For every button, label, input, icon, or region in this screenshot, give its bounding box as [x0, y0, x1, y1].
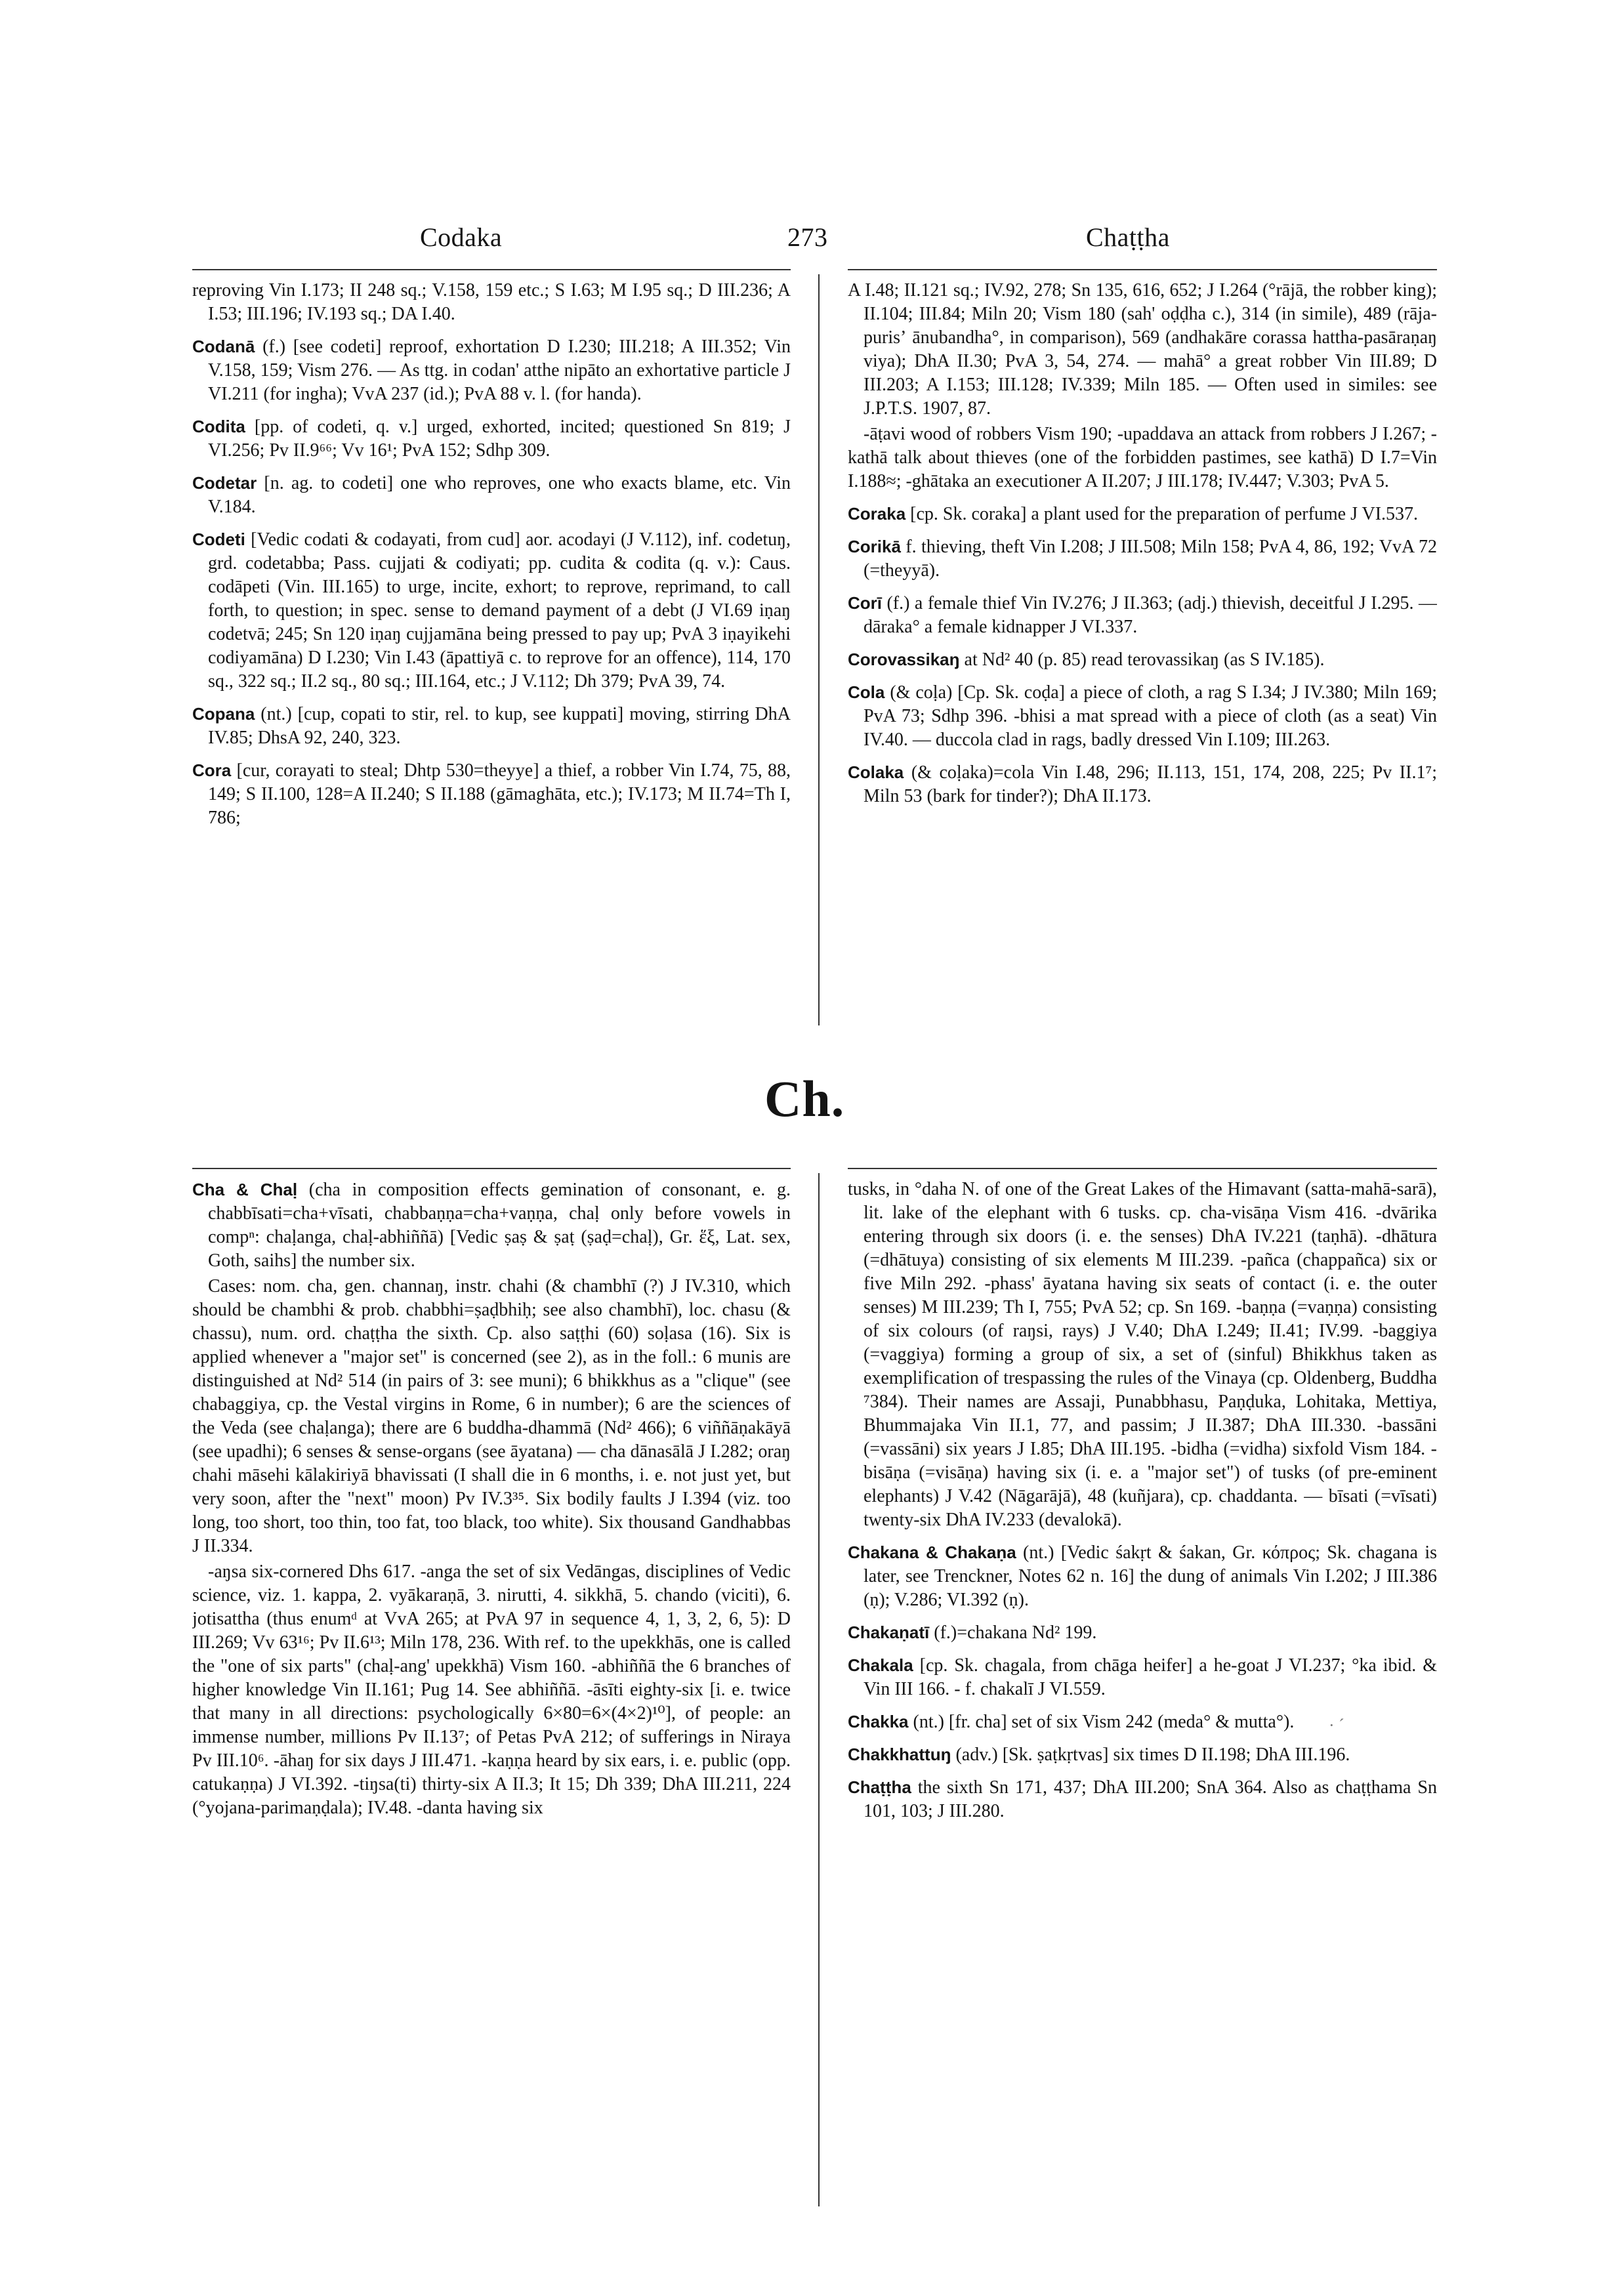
dictionary-entry [848, 591, 1437, 639]
dictionary-entry [848, 648, 1437, 672]
stray-mark: · ´ [1329, 1716, 1344, 1735]
dictionary-entry [192, 1275, 791, 1558]
header-rule-left [192, 269, 791, 270]
page-number: 273 [787, 222, 828, 252]
dictionary-entry [848, 760, 1437, 808]
entry-text: -āṭavi wood of robbers Vism 190; -upaddava an attack from robbers J I.267; -kathā talk about thieves (one of the forbidden pastimes, see kathā) D I.7=Vin I.188≈; -ghātaka an executioner A II.207; J III.178; IV.447; V.303; PvA 5. [848, 424, 1437, 491]
dictionary-entry [848, 279, 1437, 421]
entry-headword: Codetar [192, 473, 257, 493]
dictionary-entry [848, 1775, 1437, 1823]
entry-headword: Codanā [192, 337, 255, 356]
entry-text: Cases: nom. cha, gen. channaŋ, instr. chahi (& chambhī (?) J IV.310, which should be chambhi & prob. chabbhi=ṣaḍbhiḥ; see also chambhī), loc. chasu (& chassu), num. ord. chaṭṭha the sixth. Cp. also saṭṭhi (60) soḷasa (16). Six is applied whenever a "major set" is concerned (see 2), as in the foll.: 6 munis are distinguished at Nd² 514 (in pairs of 3: see muni); 6 bhikkhus as a "clique" (see chabaggiya, cp. the Vestal virgins in Rome, 6 in number); 6 are the sciences of the Veda (see chaḷanga); there are 6 buddha-dhammā (Nd² 466); 6 viññāṇakāyā (see upadhi); 6 senses & sense-organs (see āyatana) — cha dānasālā J I.282; oraŋ chahi māsehi kālakiriyā bhavissati (I shall die in 6 months, i. e. not just yet, but very soon, after the "next" moon) Pv IV.3³⁵. Six bodily faults J I.394 (viz. too long, too short, too thin, too fat, too black, too white). Six thousand Gandhabbas J II.334. [192, 1276, 791, 1556]
dictionary-entry [848, 423, 1437, 493]
entry-text: (f.) [see codeti] reproof, exhortation D I.230; III.218; A III.352; Vin V.158, 159; Vism 276. — As ttg. in codan' atthe nipāto an exhortative particle J VI.211 (for ingha); VvA 237 (id.); PvA 88 v. l. (for handa). [208, 337, 791, 404]
dictionary-entry [848, 535, 1437, 583]
entry-headword: Copana [192, 704, 255, 724]
dictionary-entry [848, 1621, 1437, 1645]
entry-text: [cp. Sk. chagala, from chāga heifer] a he-goat J VI.237; °ka ibid. & Vin III 166. - f. chakalī J VI.559. [864, 1655, 1437, 1699]
entry-text: [pp. of codeti, q. v.] urged, exhorted, incited; questioned Sn 819; J VI.256; Pv II.9⁶⁶; Vv 16¹; PvA 152; Sdhp 309. [208, 417, 791, 461]
entries-column-bottom-left [192, 1178, 791, 2201]
entries-column-bottom-right [848, 1178, 1437, 2201]
entry-text: (& coḷa) [Cp. Sk. coḍa] a piece of cloth, a rag S I.34; J IV.380; Miln 169; PvA 73; Sdhp 396. -bhisi a mat spread with a piece of cloth (as a seat) Vin IV.40. — duccola clad in rags, badly dressed Vin I.109; III.263. [864, 682, 1437, 750]
section-heading: Ch. [764, 1070, 845, 1127]
dictionary-entry [848, 1710, 1437, 1734]
entry-text: (cha in composition effects gemination of consonant, e. g. chabbīsati=cha+vīsati, chabbaṇṇa=cha+vaṇṇa, chaḷ only before vowels in compⁿ: chaḷanga, chaḷ-abhiññā) [Vedic ṣaṣ & ṣaṭ (ṣaḍ=chaḷ), Gr. ἕξ, Lat. sex, Goth, saihs] the number six. [208, 1180, 791, 1271]
entry-text: (& coḷaka)=cola Vin I.48, 296; II.113, 151, 174, 208, 225; Pv II.1⁷; Miln 53 (bark for tinder?); DhA II.173. [864, 762, 1437, 806]
dictionary-entry [192, 1560, 791, 1820]
entry-headword: Coraka [848, 504, 906, 524]
entry-text: (nt.) [fr. cha] set of six Vism 242 (meda° & mutta°). [913, 1712, 1295, 1732]
column-divider-bottom [818, 1173, 820, 2206]
entry-headword: Cora [192, 760, 232, 780]
entry-headword: Chakana & Chakaṇa [848, 1542, 1016, 1562]
entry-headword: Chakka [848, 1712, 909, 1731]
dictionary-entry [192, 758, 791, 830]
entries-column-top-right [848, 279, 1437, 1020]
entry-headword: Corikā [848, 537, 901, 556]
dictionary-entry [192, 1178, 791, 1273]
entry-text: (f.) a female thief Vin IV.276; J II.363; (adj.) thievish, deceitful J I.295. — dāraka° a female kidnapper J VI.337. [864, 593, 1437, 637]
entry-text: [Vedic codati & codayati, from cud] aor. acodayi (J V.112), inf. codetuŋ, grd. codetabba; Pass. cujjati & codiyati; pp. cudita & codita (q. v.): Caus. codāpeti (Vin. III.165) to urge, incite, exhort; to reprove, reprimand, to call forth, to question; in spec. sense to demand payment of a debt (J VI.69 iṇaŋ codetvā; 245; Sn 120 iṇaŋ cujjamāna being pressed to pay up; PvA 3 iṇayikehi codiyamāna) D I.230; Vin I.43 (āpattiyā c. to reprove for an offence), 114, 170 sq., 322 sq.; II.2 sq., 80 sq.; III.164, etc.; J V.112; Dh 379; PvA 39, 74. [208, 529, 791, 692]
entry-text: (f.)=chakana Nd² 199. [934, 1623, 1097, 1643]
entry-text: [cur, corayati to steal; Dhtp 530=theyye] a thief, a robber Vin I.74, 75, 88, 149; S II.100, 128=A II.240; S II.188 (gāmaghāta, etc.); IV.173; M II.74=Th I, 786; [208, 760, 791, 828]
dictionary-entry [848, 1653, 1437, 1701]
dictionary-entry [192, 279, 791, 326]
entry-text: -aŋsa six-cornered Dhs 617. -anga the set of six Vedāngas, disciplines of Vedic science, viz. 1. kappa, 2. vyākaraṇā, 3. nirutti, 4. sikkhā, 5. chando (viciti), 6. jotisattha (thus enumᵈ at VvA 265; at PvA 97 in sequence 4, 1, 3, 2, 6, 5): D III.269; Vv 63¹⁶; Pv II.6¹³; Miln 178, 236. With ref. to the upekkhās, one is called the "one of six parts" (chaḷ-ang' upekkhā) Vism 160. -abhiññā the 6 branches of higher knowledge Vin II.161; Pug 14. See abhiññā. -āsīti eighty-six [i. e. twice that many in all directions: psychologically 6×80=6×(4×2)¹⁰], of people: an immense number, millions Pv II.13⁷; of Petas PvA 212; of sufferings in Niraya Pv III.10⁶. -āhaŋ for six days J III.471. -kaṇṇa heard by six ears, i. e. public (opp. catukaṇṇa) J VI.392. -tiŋsa(ti) thirty-six A II.3; It 15; Dh 339; DhA III.211, 224 (°yojana-parimaṇḍala); IV.48. -danta having six [192, 1561, 791, 1818]
entry-headword: Corī [848, 593, 882, 613]
dictionary-entry [192, 335, 791, 406]
entry-text: f. thieving, theft Vin I.208; J III.508; Miln 158; PvA 4, 86, 192; VvA 72 (=theyyā). [864, 537, 1437, 581]
entry-headword: Codita [192, 417, 245, 436]
dictionary-entry [848, 1540, 1437, 1612]
dictionary-entry [848, 1743, 1437, 1767]
entry-text: tusks, in °daha N. of one of the Great Lakes of the Himavant (satta-mahā-sarā), lit. lake of the elephant with 6 tusks. cp. cha-visāṇa Vism 416. -dvārika entering through six doors (i. e. the senses) DhA IV.221 (taṇhā). -dhātura (=dhātuya) consisting of six elements M III.239. -pañca (chappañca) six or five Miln 292. -phass' āyatana having six seats of contact (i. e. the outer senses) M III.239; Th I, 755; PvA 52; cp. Sn 169. -baṇṇa (=vaṇṇa) consisting of six colours (of raŋsi, rays) J V.40; DhA I.249; II.41; IV.99. -baggiya (=vaggiya) forming a group of six, a set of (sinful) Bhikkhus taken as exemplification of trespassing the rules of the Vinaya (cp. Oldenberg, Buddha ⁷384). Their names are Assaji, Punabbhasu, Paṇḍuka, Lohitaka, Mettiya, Bhummajaka Vin II.1, 77, and passim; J II.387; DhA III.330. -bassāni (=vassāni) six years J I.85; DhA III.195. -bidha (=vidha) sixfold Vism 184. -bisāṇa (=visāṇa) having six (i. e. a "major set") of tusks (of pre-eminent elephants) J V.42 (Nāgarājā), 48 (kuñjara), cp. chaddanta. — bīsati (=vīsati) twenty-six DhA IV.233 (devalokā). [848, 1179, 1437, 1530]
dictionary-entry [848, 1178, 1437, 1532]
dictionary-entry [192, 471, 791, 519]
entry-text: (nt.) [Vedic śakṛt & śakan, Gr. κόπρος; Sk. chagana is later, see Trenckner, Notes 62 n. 16] the dung of animals Vin I.202; J III.386 (ṇ); V.286; VI.392 (ṇ). [864, 1542, 1437, 1610]
entry-headword: Codeti [192, 529, 245, 549]
entry-text: (nt.) [cup, copati to stir, rel. to kup, see kuppati] moving, stirring DhA IV.85; DhsA 92, 240, 323. [208, 704, 791, 748]
section-rule-right [848, 1168, 1437, 1169]
running-head-left: Codaka [420, 222, 503, 252]
entry-headword: Chakaṇatī [848, 1623, 930, 1642]
dictionary-entry [848, 502, 1437, 526]
dictionary-entry [192, 527, 791, 693]
column-divider-top [818, 274, 820, 1025]
entry-headword: Chaṭṭha [848, 1777, 911, 1797]
running-head-right: Chaṭṭha [1086, 222, 1170, 252]
entry-text: (adv.) [Sk. ṣaṭkṛtvas] six times D II.198; DhA III.196. [955, 1745, 1350, 1765]
entry-text: reproving Vin I.173; II 248 sq.; V.158, 159 etc.; S I.63; M I.95 sq.; D III.236; A I.53; III.196; IV.193 sq.; DA I.40. [192, 280, 791, 324]
entry-text: the sixth Sn 171, 437; DhA III.200; SnA 364. Also as chaṭṭhama Sn 101, 103; J III.280. [864, 1777, 1437, 1821]
dictionary-entry [192, 702, 791, 750]
dictionary-entry [192, 415, 791, 463]
entry-headword: Chakkhattuŋ [848, 1745, 951, 1764]
entries-column-top-left [192, 279, 791, 1020]
entry-text: at Nd² 40 (p. 85) read terovassikaŋ (as S IV.185). [964, 650, 1325, 670]
entry-headword: Corovassikaŋ [848, 650, 960, 669]
entry-text: A I.48; II.121 sq.; IV.92, 278; Sn 135, 616, 652; J I.264 (°rājā, the robber king); II.104; III.84; Miln 20; Vism 180 (sah' oḍḍha c.), 314 (in simile), 489 (rāja-purisʼ ānubandha°, in comparison), 569 (andhakāre corassa hattha-pasāraṇaŋ viya); DhA II.30; PvA 3, 54, 274. — mahā° a great robber Vin III.89; D III.203; A I.153; III.128; IV.339; Miln 185. — Often used in similes: see J.P.T.S. 1907, 87. [848, 280, 1437, 419]
entry-headword: Cha & Chaḷ [192, 1180, 298, 1199]
dictionary-entry [848, 680, 1437, 752]
entry-headword: Colaka [848, 762, 904, 782]
section-rule-left [192, 1168, 791, 1169]
entry-text: [n. ag. to codeti] one who reproves, one who exacts blame, etc. Vin V.184. [208, 473, 791, 517]
entry-text: [cp. Sk. coraka] a plant used for the preparation of perfume J VI.537. [910, 504, 1419, 524]
header-rule-right [848, 269, 1437, 270]
entry-headword: Cola [848, 682, 885, 702]
entry-headword: Chakala [848, 1655, 913, 1675]
